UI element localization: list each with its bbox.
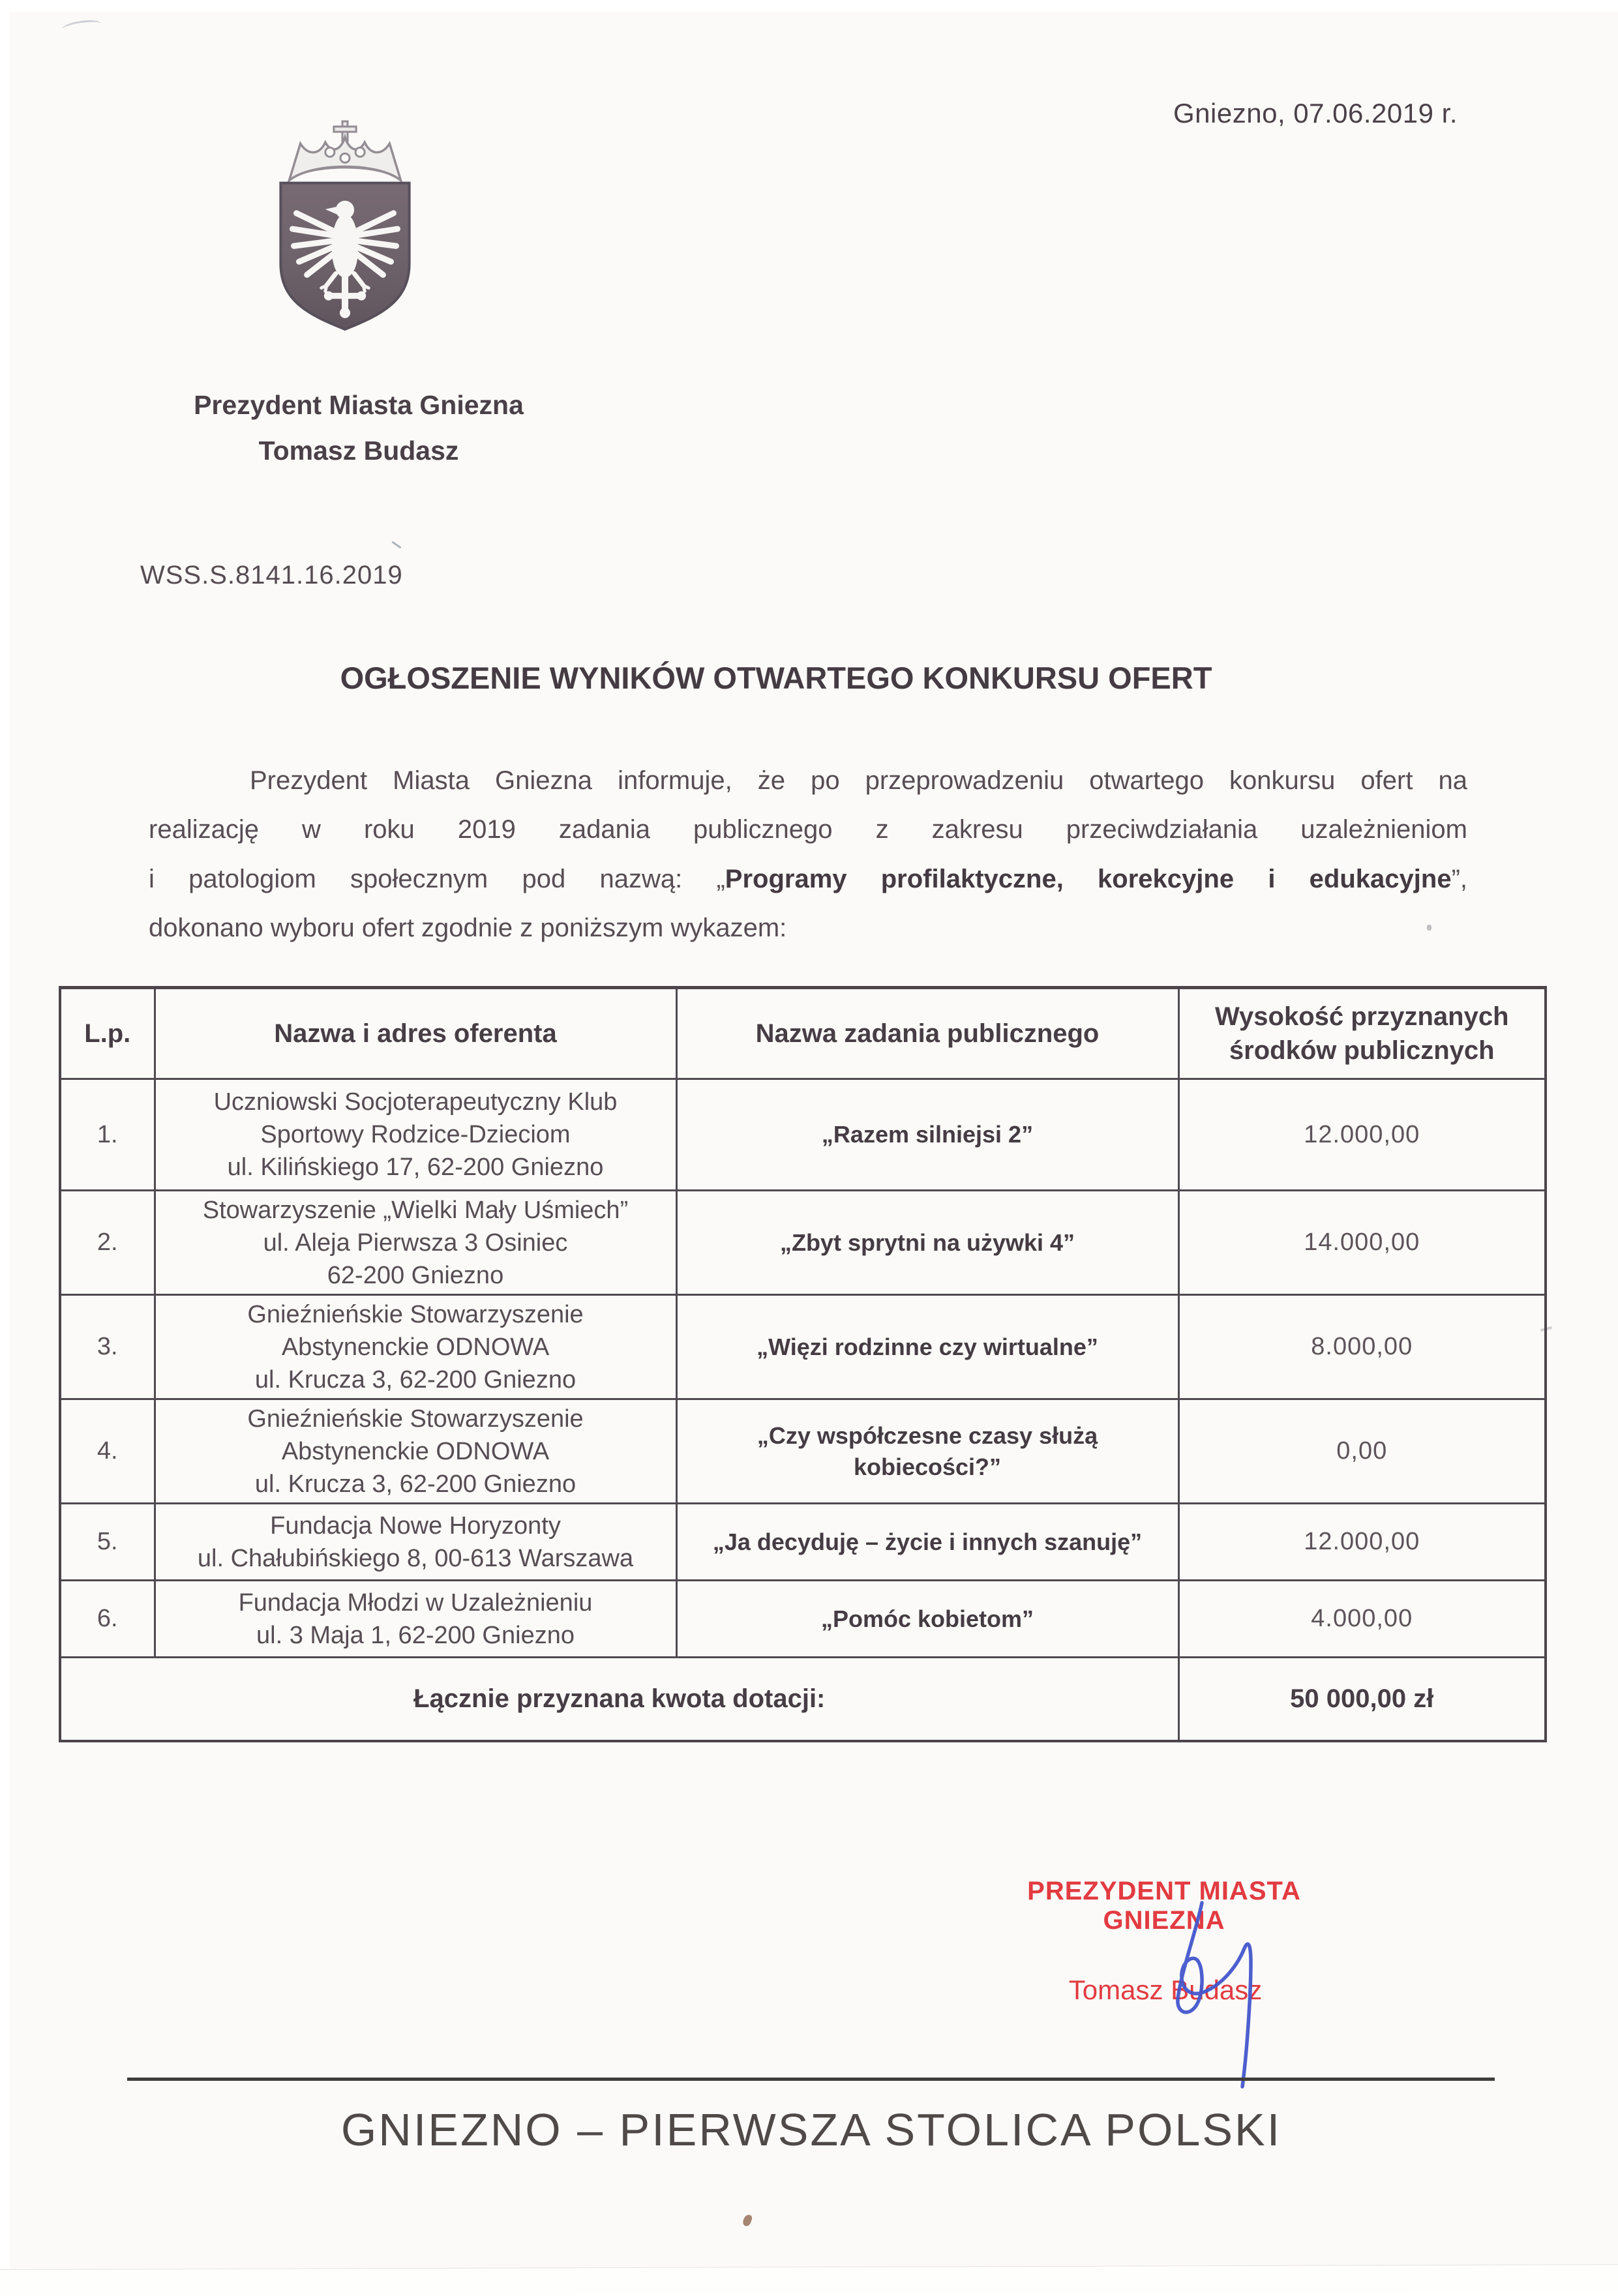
offerer-line: Stowarzyszenie „Wielki Mały Uśmiech” bbox=[202, 1196, 629, 1224]
gniezno-coat-of-arms-icon bbox=[265, 116, 425, 333]
row-number: 3. bbox=[60, 1295, 155, 1399]
results-table bbox=[59, 986, 1544, 1742]
document-title: OGŁOSZENIE WYNIKÓW OTWARTEGO KONKURSU OFERT bbox=[340, 661, 1212, 695]
row-number: 4. bbox=[60, 1399, 155, 1504]
amount-cell: 0,00 bbox=[1178, 1399, 1546, 1504]
body-line-2: realizację w roku 2019 zadania publicznego z zakresu przeciwdziałania uzależnieniom bbox=[149, 815, 1467, 844]
row-number: 5. bbox=[60, 1504, 155, 1581]
task-line: „Czy współczesne czasy służą bbox=[757, 1422, 1098, 1449]
offerer-line: Fundacja Nowe Horyzonty bbox=[270, 1512, 561, 1540]
amount-cell: 4.000,00 bbox=[1178, 1581, 1546, 1658]
offerer-line: ul. Krucza 3, 62-200 Gniezno bbox=[254, 1470, 577, 1498]
task-cell bbox=[676, 1504, 1178, 1581]
offerer-line: ul. Aleja Pierwsza 3 Osiniec bbox=[263, 1229, 568, 1257]
offerer-line: ul. Chałubińskiego 8, 00-613 Warszawa bbox=[197, 1544, 634, 1572]
amount-cell: 8.000,00 bbox=[1178, 1295, 1546, 1399]
table-row bbox=[60, 1504, 1546, 1581]
offerer-cell bbox=[155, 1191, 676, 1295]
task-line: „Zbyt sprytni na używki 4” bbox=[779, 1229, 1075, 1256]
total-amount-cell: 50 000,00 zł bbox=[1178, 1658, 1546, 1741]
task-line: „Razem silniejsi 2” bbox=[821, 1121, 1034, 1148]
table-row bbox=[60, 1079, 1546, 1191]
table-row bbox=[60, 1295, 1546, 1399]
offerer-line: Gnieźnieńskie Stowarzyszenie bbox=[247, 1405, 584, 1433]
row-number: 1. bbox=[60, 1079, 155, 1191]
task-cell bbox=[676, 1295, 1178, 1399]
task-line: kobiecości?” bbox=[853, 1453, 1002, 1480]
body-line-3 bbox=[149, 863, 1467, 895]
footer-rule bbox=[127, 2078, 1495, 2081]
handwritten-signature bbox=[1135, 1890, 1278, 2108]
header-amount: Wysokość przyznanych środków publicznych bbox=[1178, 988, 1546, 1079]
task-cell bbox=[676, 1399, 1178, 1504]
offerer-cell bbox=[155, 1504, 676, 1581]
task-cell bbox=[676, 1079, 1178, 1191]
table-total-row bbox=[60, 1658, 1546, 1741]
task-cell bbox=[676, 1581, 1178, 1658]
task-line: „Więzi rodzinne czy wirtualne” bbox=[757, 1333, 1098, 1360]
body-line-3-bold: Programy profilaktyczne, korekcyjne i edukacyjne bbox=[725, 865, 1452, 893]
total-label-cell: Łącznie przyznana kwota dotacji: bbox=[60, 1658, 1178, 1741]
offerer-cell bbox=[155, 1295, 676, 1399]
amount-cell: 12.000,00 bbox=[1178, 1079, 1546, 1191]
task-line: „Ja decyduję – życie i innych szanuję” bbox=[712, 1528, 1143, 1555]
offerer-line: Abstynenckie ODNOWA bbox=[281, 1437, 550, 1465]
paper-bottom-edge bbox=[0, 2264, 1618, 2296]
amount-cell: 14.000,00 bbox=[1178, 1191, 1546, 1295]
stamp-title: PREZYDENT MIASTA GNIEZNA bbox=[1027, 1877, 1301, 1935]
sender-title: Prezydent Miasta Gniezna bbox=[194, 390, 524, 420]
header-offerer: Nazwa i adres oferenta bbox=[155, 988, 676, 1079]
reference-number: WSS.S.8141.16.2019 bbox=[140, 561, 403, 589]
offerer-line: ul. 3 Maja 1, 62-200 Gniezno bbox=[256, 1621, 575, 1649]
row-number: 2. bbox=[60, 1191, 155, 1295]
header-lp: L.p. bbox=[60, 988, 155, 1079]
offerer-cell bbox=[155, 1399, 676, 1504]
offerer-line: ul. Kilińskiego 17, 62-200 Gniezno bbox=[227, 1154, 604, 1181]
date-line: Gniezno, 07.06.2019 r. bbox=[1173, 98, 1458, 128]
body-line-3-prefix: i patologiom społecznym pod nazwą: „ bbox=[149, 865, 725, 893]
body-line-3-suffix: ”, bbox=[1451, 865, 1468, 893]
offerer-line: ul. Krucza 3, 62-200 Gniezno bbox=[254, 1365, 577, 1394]
offerer-line: Gnieźnieńskie Stowarzyszenie bbox=[247, 1300, 584, 1328]
row-number: 6. bbox=[60, 1581, 155, 1658]
offerer-cell bbox=[155, 1079, 676, 1191]
offerer-line: 62-200 Gniezno bbox=[327, 1261, 504, 1289]
table-header-row bbox=[60, 988, 1546, 1079]
header-task: Nazwa zadania publicznego bbox=[676, 988, 1178, 1079]
offerer-line: Abstynenckie ODNOWA bbox=[281, 1333, 550, 1361]
task-cell bbox=[676, 1191, 1178, 1295]
table-row bbox=[60, 1191, 1546, 1295]
sender-name: Tomasz Budasz bbox=[258, 436, 459, 466]
footer-motto: GNIEZNO – PIERWSZA STOLICA POLSKI bbox=[340, 2104, 1282, 2155]
offerer-line: Fundacja Młodzi w Uzależnieniu bbox=[238, 1588, 593, 1617]
body-line-1: Prezydent Miasta Gniezna informuje, że po przeprowadzeniu otwartego konkursu ofert na bbox=[250, 766, 1467, 795]
table-row bbox=[60, 1399, 1546, 1504]
offerer-line: Uczniowski Socjoterapeutyczny Klub bbox=[213, 1088, 618, 1116]
table-row bbox=[60, 1581, 1546, 1658]
amount-cell: 12.000,00 bbox=[1178, 1504, 1546, 1581]
offerer-line: Sportowy Rodzice-Dzieciom bbox=[260, 1121, 571, 1148]
body-line-4: dokonano wyboru ofert zgodnie z poniższym wykazem: bbox=[149, 914, 787, 942]
offerer-cell bbox=[155, 1581, 676, 1658]
task-line: „Pomóc kobietom” bbox=[820, 1605, 1034, 1632]
stamp-name: Tomasz Budasz bbox=[1068, 1975, 1263, 2005]
